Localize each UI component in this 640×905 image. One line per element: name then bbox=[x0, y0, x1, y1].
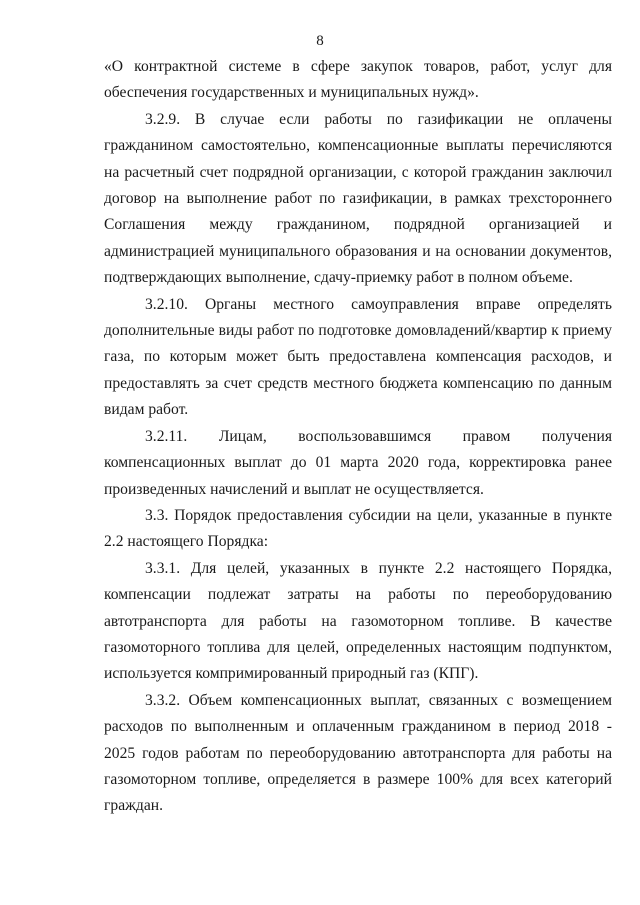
paragraph-continuation: «О контрактной системе в сфере закупок товаров, работ, услуг для обеспечения государственных и муниципальных нужд». bbox=[104, 58, 612, 102]
paragraph-3-3-1: 3.3.1. Для целей, указанных в пункте 2.2 настоящего Порядка, компенсации подлежат затраты на работы по переоборудованию автотранспорта для работы на газомоторном топливе. В качестве газомоторного топлива для целей, определенных настоящим подпунктом, используется компримированный природный газ (КПГ). bbox=[104, 559, 612, 683]
paragraph-3-3-2: 3.3.2. Объем компенсационных выплат, связанных с возмещением расходов по выполненным и оплаченным гражданином в период 2018 - 2025 годов работам по переоборудованию автотранспорта для работы на газомоторном топливе, определяется в размере 100% для всех категорий граждан. bbox=[104, 691, 612, 815]
paragraph-3-2-10: 3.2.10. Органы местного самоуправления вправе определять дополнительные виды работ по подготовке домовладений/квартир к приему газа, по которым может быть предоставлена компенсация расходов, и предоставлять за счет средств местного бюджета компенсацию по данным видам работ. bbox=[104, 295, 612, 419]
document-body bbox=[104, 54, 612, 820]
page-number: 8 bbox=[316, 33, 324, 49]
paragraph-3-3: 3.3. Порядок предоставления субсидии на цели, указанные в пункте 2.2 настоящего Порядка: bbox=[104, 506, 612, 551]
paragraph-3-2-11: 3.2.11. Лицам, воспользовавшимся правом получения компенсационных выплат до 01 марта 2020 года, корректировка ранее произведенных начислений и выплат не осуществляется. bbox=[104, 427, 612, 498]
paragraph-3-2-9: 3.2.9. В случае если работы по газификации не оплачены гражданином самостоятельно, компенсационные выплаты перечисляются на расчетный счет подрядной организации, с которой гражданин заключил договор на выполнение работ по газификации, в рамках трехстороннего Соглашения между гражданином, подрядной организацией и администрацией муниципального образования и на основании документов, подтверждающих выполнение, сдачу-приемку работ в полном объеме. bbox=[104, 110, 612, 287]
